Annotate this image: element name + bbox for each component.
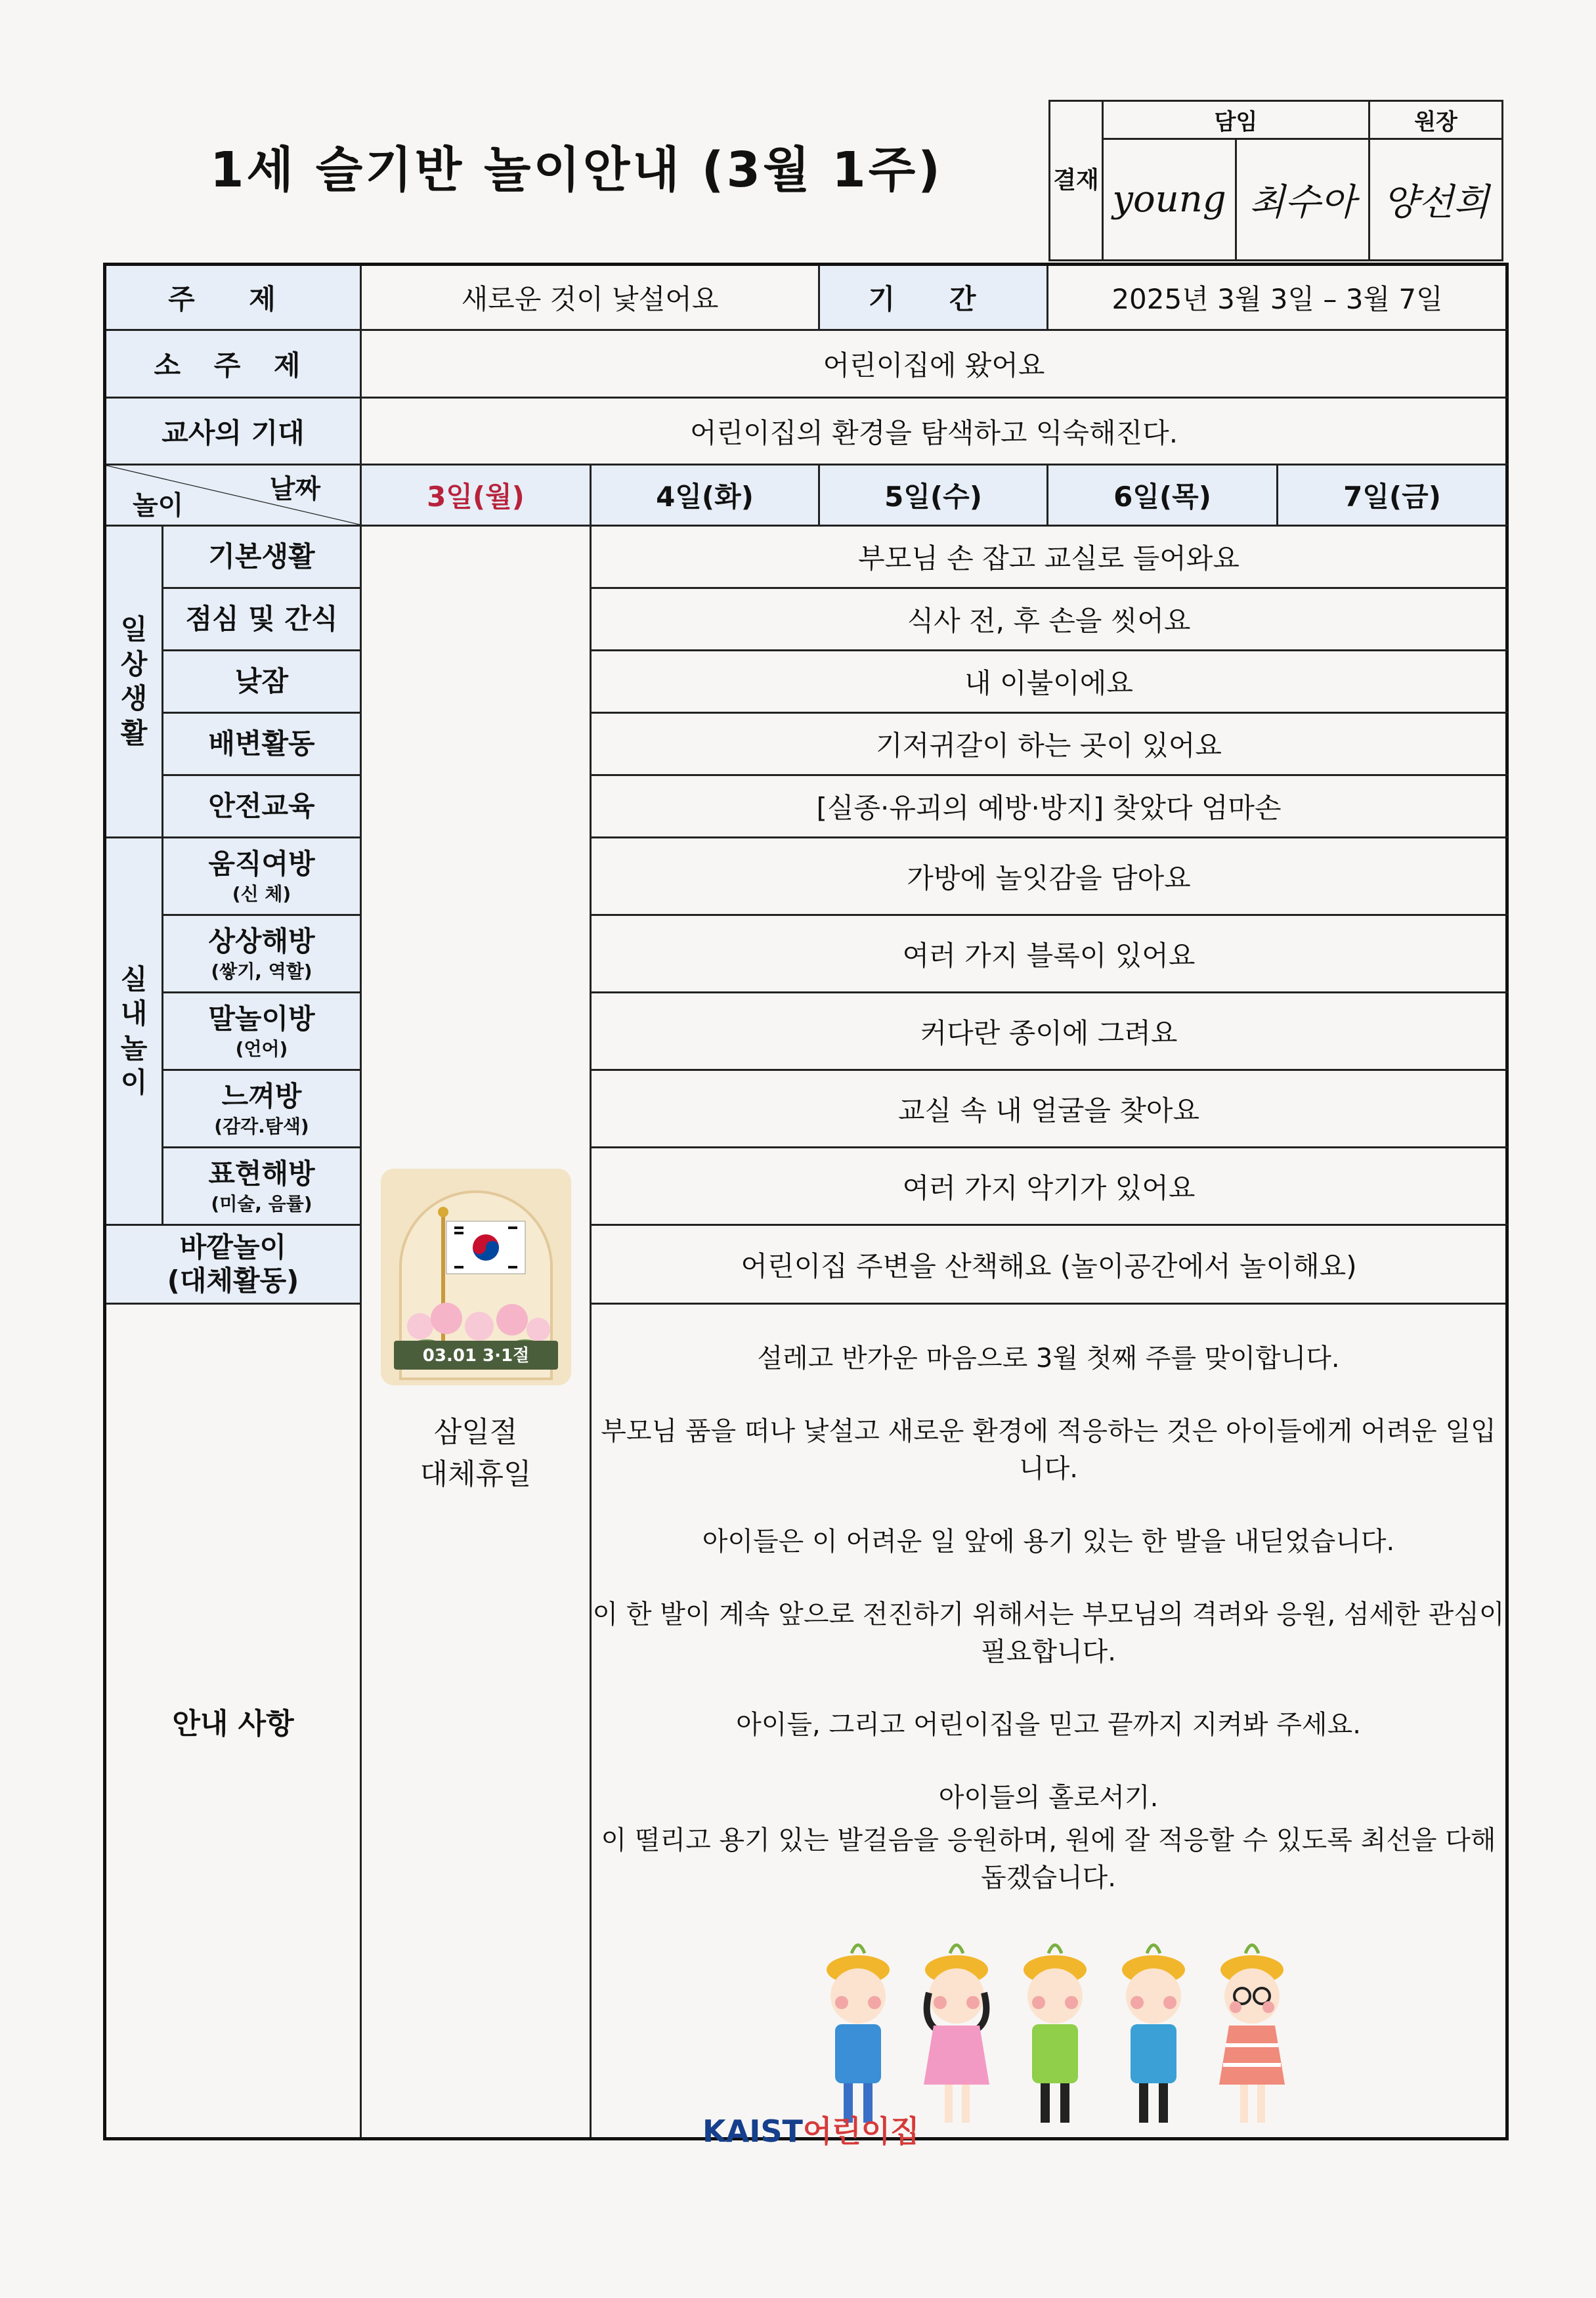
signature-director: 양선희 — [1370, 139, 1503, 260]
daily-content: 기저귀갈이 하는 곳이 있어요 — [591, 713, 1507, 775]
day-fri: 7일(금) — [1278, 465, 1507, 526]
expectation-label: 교사의 기대 — [105, 398, 361, 465]
daily-label: 점심 및 간식 — [163, 588, 361, 651]
period-value: 2025년 3월 3일 – 3월 7일 — [1048, 265, 1507, 330]
daily-content: 부모님 손 잡고 교실로 들어와요 — [591, 526, 1507, 588]
schedule-table — [103, 263, 1509, 2140]
indoor-group-label: 실 내 놀 이 — [105, 838, 163, 1225]
topic-label: 주 제 — [105, 265, 361, 330]
daily-label: 배변활동 — [163, 713, 361, 775]
corner-date-label: 날짜 — [269, 474, 320, 504]
outdoor-content: 어린이집 주변을 산책해요 (놀이공간에서 놀이해요) — [591, 1225, 1507, 1304]
daily-group-label: 일 상 생 활 — [105, 526, 163, 838]
notice-line: 아이들은 이 어려운 일 앞에 용기 있는 한 발을 내딛었습니다. — [702, 1527, 1395, 1557]
approval-box — [1048, 100, 1503, 261]
director-header: 원장 — [1370, 101, 1503, 139]
indoor-content: 교실 속 내 얼굴을 찾아요 — [591, 1070, 1507, 1148]
indoor-label: 움직여방 (신 체) — [163, 838, 361, 915]
approval-label: 결재 — [1050, 101, 1103, 261]
indoor-label: 상상해방 (쌓기, 역할) — [163, 915, 361, 993]
day-wed: 5일(수) — [819, 465, 1048, 526]
holiday-cell — [361, 526, 591, 2139]
kaist-daycare-logo: KAIST어린이집 — [702, 2114, 920, 2149]
notice-line: 이 떨리고 용기 있는 발걸음을 응원하며, 원에 잘 적응할 수 있도록 최선을 다해 돕겠습니다. — [601, 1825, 1496, 1893]
daily-label: 안전교육 — [163, 775, 361, 838]
indoor-content: 커다란 종이에 그려요 — [591, 993, 1507, 1070]
notice-line: 이 한 발이 계속 앞으로 전진하기 위해서는 부모님의 격려와 응원, 섬세한 관심이 필요합니다. — [592, 1599, 1505, 1667]
holiday-text: 삼일절 대체휴일 — [420, 1415, 532, 1491]
notice-content — [591, 1304, 1507, 2139]
subtopic-label: 소 주 제 — [105, 330, 361, 398]
daily-label: 낮잠 — [163, 651, 361, 713]
expectation-value: 어린이집의 환경을 탐색하고 익숙해진다. — [361, 398, 1507, 465]
signature-teacher-2: 최수아 — [1236, 139, 1370, 260]
daily-label: 기본생활 — [163, 526, 361, 588]
period-label: 기 간 — [819, 265, 1048, 330]
indoor-content: 가방에 놀잇감을 담아요 — [591, 838, 1507, 915]
indoor-content: 여러 가지 악기가 있어요 — [591, 1148, 1507, 1225]
notice-line: 부모님 품을 떠나 낯설고 새로운 환경에 적응하는 것은 아이들에게 어려운 일입니다. — [601, 1416, 1496, 1484]
topic-value: 새로운 것이 낯설어요 — [361, 265, 819, 330]
notice-line: 아이들, 그리고 어린이집을 믿고 끝까지 지켜봐 주세요. — [736, 1710, 1361, 1740]
notice-line: 아이들의 홀로서기. — [938, 1783, 1159, 1813]
holiday-badge: 03.01 3·1절 — [422, 1345, 529, 1366]
signature-teacher-1: young — [1103, 139, 1236, 260]
notice-line: 설레고 반가운 마음으로 3월 첫째 주를 맞이합니다. — [757, 1343, 1340, 1374]
daily-content: 식사 전, 후 손을 씻어요 — [591, 588, 1507, 651]
children-illustration — [786, 1934, 1311, 2137]
indoor-content: 여러 가지 블록이 있어요 — [591, 915, 1507, 993]
day-tue: 4일(화) — [591, 465, 819, 526]
header-corner — [105, 465, 361, 526]
day-mon: 3일(월) — [361, 465, 591, 526]
notice-label: 안내 사항 — [105, 1304, 361, 2139]
indoor-label: 말놀이방 (언어) — [163, 993, 361, 1070]
outdoor-label: 바깥놀이 (대체활동) — [105, 1225, 361, 1304]
page-title: 1세 슬기반 놀이안내 (3월 1주) — [210, 142, 943, 198]
holiday-flag-image — [381, 1169, 571, 1385]
corner-play-label: 놀이 — [133, 490, 184, 521]
subtopic-value: 어린이집에 왔어요 — [361, 330, 1507, 398]
daily-content: 내 이불이에요 — [591, 651, 1507, 713]
daily-content: [실종·유괴의 예방·방지] 찾았다 엄마손 — [591, 775, 1507, 838]
indoor-label: 느껴방 (감각.탐색) — [163, 1070, 361, 1148]
teacher-header: 담임 — [1103, 101, 1370, 139]
indoor-label: 표현해방 (미술, 음률) — [163, 1148, 361, 1225]
day-thu: 6일(목) — [1048, 465, 1278, 526]
